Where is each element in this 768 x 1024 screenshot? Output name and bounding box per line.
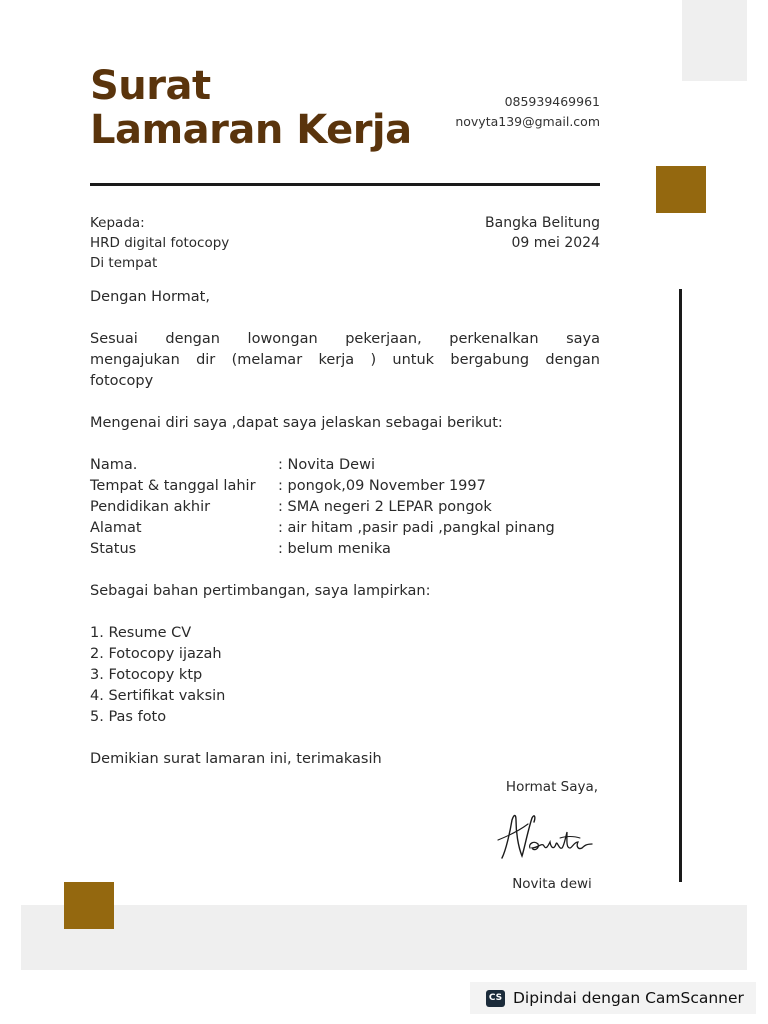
bio-row bbox=[90, 518, 555, 539]
recipient-place: Di tempat bbox=[90, 255, 158, 271]
decor-square-right bbox=[656, 166, 706, 213]
signer-name: Novita dewi bbox=[512, 876, 592, 892]
recipient-name: HRD digital fotocopy bbox=[90, 235, 230, 251]
bio-row bbox=[90, 497, 555, 518]
contact-block bbox=[455, 92, 600, 132]
list-item: 1. Resume CV bbox=[90, 625, 192, 641]
bio-label: Status bbox=[90, 541, 137, 557]
bio-value: : pongok,09 November 1997 bbox=[278, 478, 486, 494]
decor-gray-band-bottom bbox=[21, 905, 747, 970]
bio-label: Tempat & tanggal lahir bbox=[90, 478, 256, 494]
letter-date: 09 mei 2024 bbox=[511, 235, 600, 251]
decor-square-left bbox=[64, 882, 114, 929]
contact-email: novyta139@gmail.com bbox=[455, 114, 600, 129]
greeting: Dengan Hormat, bbox=[90, 289, 210, 305]
list-item: 4. Sertifikat vaksin bbox=[90, 688, 226, 704]
bio-label: Nama. bbox=[90, 457, 138, 473]
title-line-1: Surat bbox=[90, 63, 211, 109]
handwritten-signature bbox=[494, 810, 598, 866]
bio-row bbox=[90, 476, 555, 497]
decor-gray-block-top bbox=[682, 0, 747, 81]
signature-text: Novita bbox=[494, 810, 498, 811]
decor-vertical-line bbox=[679, 289, 682, 882]
bio-label: Alamat bbox=[90, 520, 142, 536]
camscanner-watermark bbox=[470, 982, 756, 1014]
camscanner-text: Dipindai dengan CamScanner bbox=[513, 989, 744, 1007]
bio-row bbox=[90, 539, 555, 560]
bio-value: : SMA negeri 2 LEPAR pongok bbox=[278, 499, 492, 515]
bio-row bbox=[90, 455, 555, 476]
list-item: 3. Fotocopy ktp bbox=[90, 667, 203, 683]
recipient-block bbox=[90, 213, 229, 273]
attachments-list bbox=[90, 623, 225, 728]
list-item: 2. Fotocopy ijazah bbox=[90, 646, 222, 662]
letter-place: Bangka Belitung bbox=[485, 215, 600, 231]
camscanner-logo-icon: CS bbox=[486, 990, 505, 1007]
place-date-block bbox=[485, 213, 600, 253]
header-divider bbox=[90, 183, 600, 186]
intro-line-1: Sesuai dengan lowongan pekerjaan, perkenalkan saya bbox=[90, 331, 600, 347]
bio-value: : Novita Dewi bbox=[278, 457, 375, 473]
title-line-2: Lamaran Kerja bbox=[90, 107, 412, 153]
attachments-intro: Sebagai bahan pertimbangan, saya lampirkan: bbox=[90, 583, 431, 599]
contact-phone: 085939469961 bbox=[504, 94, 600, 109]
bio-list bbox=[90, 455, 555, 560]
bio-value: : air hitam ,pasir padi ,pangkal pinang bbox=[278, 520, 555, 536]
intro-paragraph bbox=[90, 329, 600, 392]
recipient-label: Kepada: bbox=[90, 215, 145, 231]
bio-intro: Mengenai diri saya ,dapat saya jelaskan sebagai berikut: bbox=[90, 415, 503, 431]
salutation: Hormat Saya, bbox=[505, 779, 599, 795]
bio-label: Pendidikan akhir bbox=[90, 499, 211, 515]
bio-value: : belum menika bbox=[278, 541, 391, 557]
letter-title bbox=[90, 64, 412, 152]
closing-sentence: Demikian surat lamaran ini, terimakasih bbox=[90, 751, 382, 767]
list-item: 5. Pas foto bbox=[90, 709, 167, 725]
intro-line-2: mengajukan dir (melamar kerja ) untuk bergabung dengan bbox=[90, 352, 600, 368]
intro-line-3: fotocopy bbox=[90, 373, 154, 389]
